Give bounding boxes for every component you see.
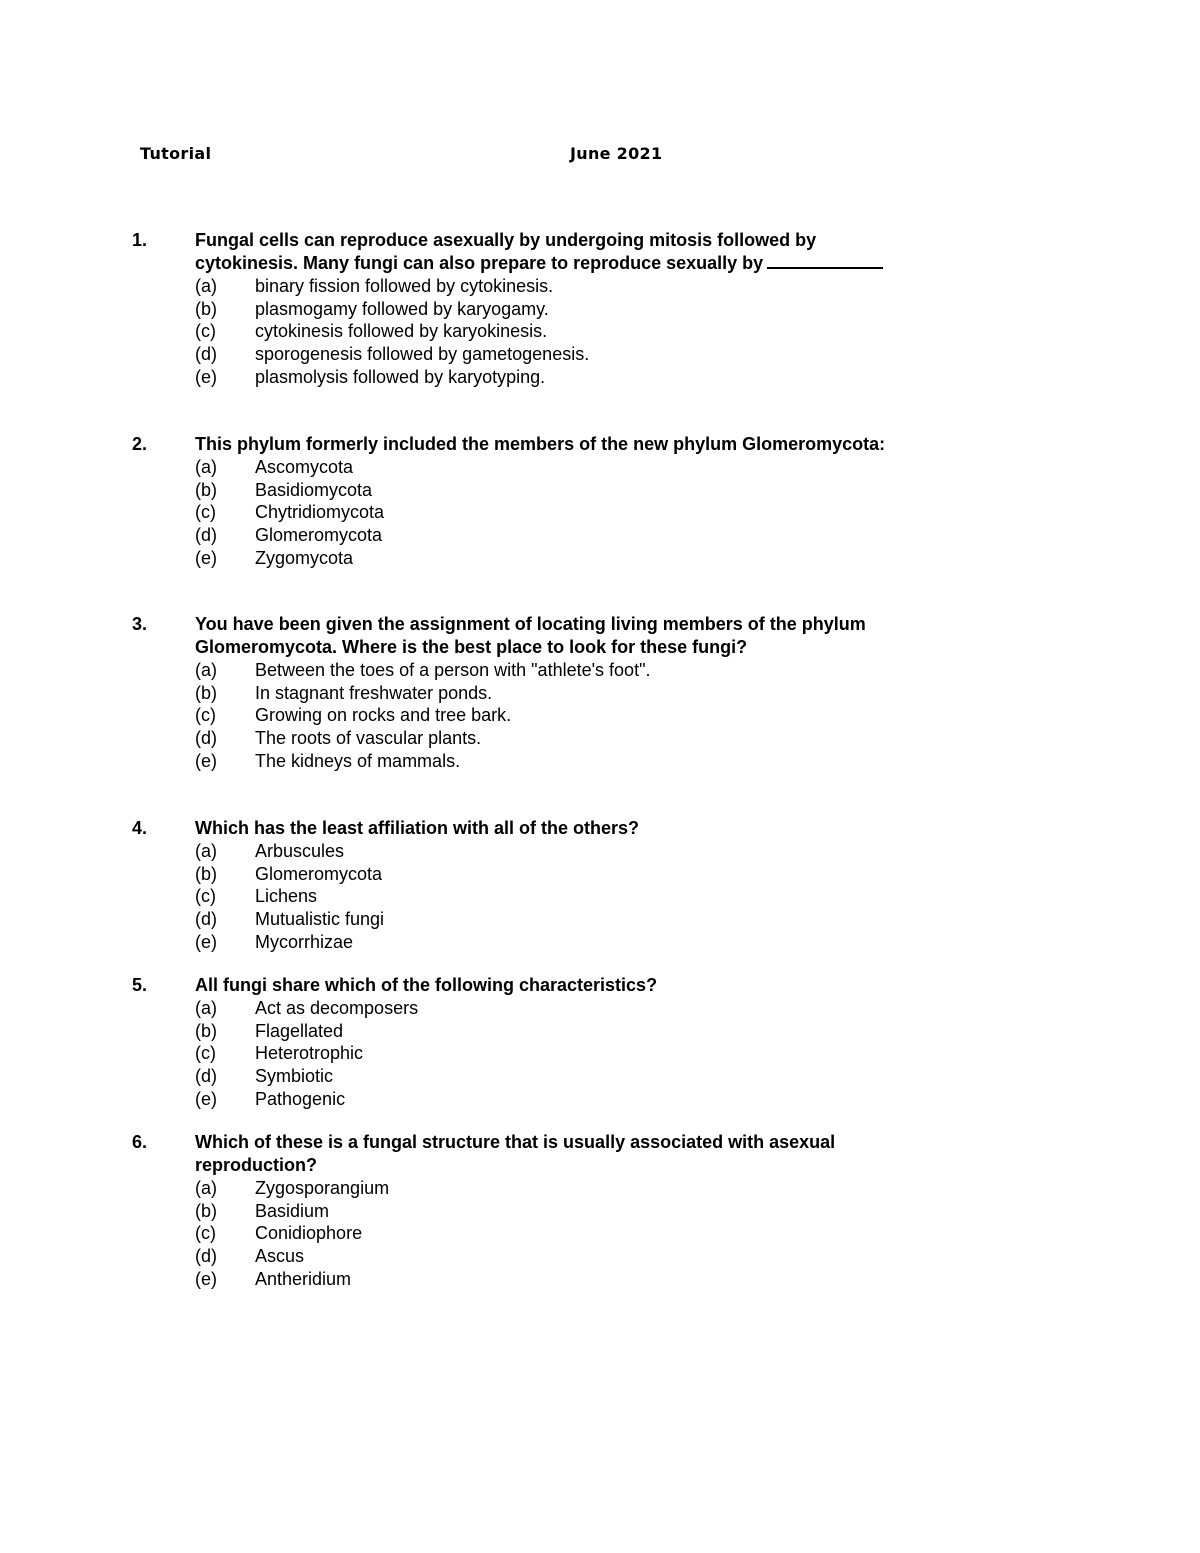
option-letter: (b) [195, 863, 217, 884]
question-text [195, 974, 965, 997]
option-text: Glomeromycota [255, 863, 383, 884]
question-text-line: You have been given the assignment of locating living members of the phylum [195, 614, 866, 634]
option [195, 1177, 965, 1200]
question-number: 4. [132, 818, 148, 838]
option-letter: (b) [195, 479, 217, 500]
option-text: Glomeromycota [255, 525, 383, 546]
question-text-line: Which of these is a fungal structure that is usually associated with asexual [195, 1132, 836, 1152]
option-text: Basidiomycota [255, 479, 373, 500]
option [195, 366, 965, 389]
option-letter: (e) [195, 1088, 217, 1109]
option-text: Mutualistic fungi [255, 909, 385, 930]
option [195, 682, 965, 705]
option-text: Act as decomposers [255, 998, 419, 1018]
option-letter: (d) [195, 909, 217, 930]
option [195, 931, 965, 954]
option-text: Between the toes of a person with "athlete's foot". [255, 660, 651, 680]
option [195, 501, 965, 524]
option-letter: (a) [195, 660, 217, 680]
options-list [195, 275, 965, 388]
option [195, 885, 965, 908]
options-list [195, 840, 965, 953]
option [195, 1042, 965, 1065]
option [195, 320, 965, 343]
option-text: Zygosporangium [255, 1178, 390, 1198]
question-text-line: This phylum formerly included the members of the new phylum Glomeromycota: [195, 434, 886, 454]
header-left-label: Tutorial [140, 144, 212, 163]
question-text [195, 1131, 965, 1177]
question-number: 5. [132, 975, 148, 995]
option-letter: (a) [195, 841, 217, 861]
option [195, 1200, 965, 1223]
option-letter: (e) [195, 547, 217, 568]
options-list [195, 1177, 965, 1290]
option-text: cytokinesis followed by karyokinesis. [255, 321, 548, 342]
option-letter: (e) [195, 931, 217, 952]
option-letter: (c) [195, 502, 216, 523]
option-letter: (d) [195, 344, 217, 365]
option-letter: (d) [195, 525, 217, 546]
option-text: The kidneys of mammals. [255, 750, 461, 771]
option [195, 659, 965, 682]
option [195, 479, 965, 502]
answer-blank [767, 255, 883, 269]
option-text: sporogenesis followed by gametogenesis. [255, 344, 590, 365]
option-text: Lichens [255, 886, 318, 907]
question-number: 6. [132, 1132, 148, 1152]
option-text: Growing on rocks and tree bark. [255, 705, 512, 726]
option-letter: (e) [195, 1268, 217, 1289]
option-letter: (c) [195, 1223, 216, 1244]
option [195, 456, 965, 479]
option-text: Pathogenic [255, 1088, 346, 1109]
option-text: Basidium [255, 1200, 330, 1221]
option-letter: (c) [195, 321, 216, 342]
question-text [195, 229, 965, 275]
question-text-line: reproduction? [195, 1155, 317, 1175]
options-list [195, 456, 965, 569]
option-text: Ascus [255, 1246, 305, 1267]
option-text: Heterotrophic [255, 1043, 364, 1064]
question-text-line: Glomeromycota. Where is the best place to look for these fungi? [195, 637, 748, 657]
option-letter: (c) [195, 886, 216, 907]
question-text [195, 613, 965, 659]
option [195, 547, 965, 570]
option [195, 1020, 965, 1043]
option-text: plasmolysis followed by karyotyping. [255, 366, 546, 387]
option [195, 275, 965, 298]
option-letter: (d) [195, 1066, 217, 1087]
option [195, 750, 965, 773]
option [195, 1088, 965, 1111]
option-letter: (b) [195, 298, 217, 319]
option [195, 343, 965, 366]
option-text: Mycorrhizae [255, 931, 354, 952]
option [195, 704, 965, 727]
option-text: Chytridiomycota [255, 502, 385, 523]
header-date: June 2021 [570, 144, 663, 163]
option-text: The roots of vascular plants. [255, 728, 482, 749]
option-letter: (a) [195, 457, 217, 477]
option-letter: (e) [195, 750, 217, 771]
question-text [195, 433, 965, 456]
option [195, 1222, 965, 1245]
option-text: binary fission followed by cytokinesis. [255, 276, 554, 296]
option [195, 1245, 965, 1268]
options-list [195, 659, 965, 772]
question-text [195, 817, 965, 840]
option-text: Flagellated [255, 1020, 344, 1041]
option [195, 997, 965, 1020]
option-letter: (b) [195, 682, 217, 703]
option-text: Zygomycota [255, 547, 354, 568]
option-letter: (c) [195, 1043, 216, 1064]
option-text: Ascomycota [255, 457, 354, 477]
option-text: Conidiophore [255, 1223, 363, 1244]
option-text: plasmogamy followed by karyogamy. [255, 298, 549, 319]
option-letter: (b) [195, 1200, 217, 1221]
option-letter: (e) [195, 366, 217, 387]
option [195, 298, 965, 321]
options-list [195, 997, 965, 1110]
option-text: Symbiotic [255, 1066, 334, 1087]
option-letter: (d) [195, 1246, 217, 1267]
option-text: Antheridium [255, 1268, 352, 1289]
option-letter: (c) [195, 705, 216, 726]
option [195, 727, 965, 750]
option-letter: (a) [195, 1178, 217, 1198]
question-text-line: cytokinesis. Many fungi can also prepare to reproduce sexually by [195, 253, 764, 273]
question-text-line: Fungal cells can reproduce asexually by undergoing mitosis followed by [195, 230, 817, 250]
option-text: In stagnant freshwater ponds. [255, 682, 493, 703]
question-text-line: All fungi share which of the following characteristics? [195, 975, 658, 995]
option-text: Arbuscules [255, 841, 345, 861]
option [195, 1065, 965, 1088]
option [195, 908, 965, 931]
question-text-line: Which has the least affiliation with all of the others? [195, 818, 640, 838]
question-number: 1. [132, 230, 148, 250]
option-letter: (b) [195, 1020, 217, 1041]
option [195, 863, 965, 886]
option [195, 1268, 965, 1291]
option-letter: (a) [195, 276, 217, 296]
question-number: 2. [132, 434, 148, 454]
option-letter: (d) [195, 728, 217, 749]
option [195, 524, 965, 547]
question-number: 3. [132, 614, 148, 634]
question-text-line-with-blank [195, 252, 965, 275]
option [195, 840, 965, 863]
option-letter: (a) [195, 998, 217, 1018]
